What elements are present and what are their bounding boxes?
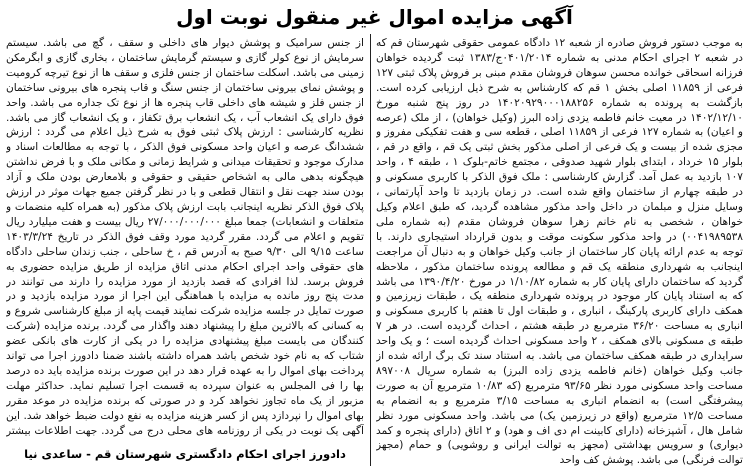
notice-signature: دادورز اجرای احکام دادگستری شهرستان قم - ساعدی نیا <box>6 442 364 466</box>
notice-left-column-text: از جنس سرامیک و پوشش دیوار های داخلی و سقف ، گچ می باشد. سیستم سرمایش از نوع کولر گازی و سیستم گرمایش ساختمان ، بخاری گازی و ابگرمکن زمینی می باشد. اسکلت ساختمان از جنس فلزی و سقف ها از نوع تیرچه کرومیت و پوشش نمای بیرونی ساختمان از جنس سنگ و قاب پنجره های بیرونی ساختمان از جنس فلز و شیشه های داخلی قاب پنجره ها از نوع تک جداره می باشد. واحد فوق دارای یک انشعاب آب ، یک انشعاب برق تکفاز ، و یک انشعاب گاز می باشد. نظریه کارشناسی : ارزش پلاک ثبتی فوق به شرح ذیل اعلام می گردد : ارزش ششدانگ عرصه و اعیان واحد مسکونی فوق الذکر ، با توجه به مطالعات اسناد و مدارک موجود و تحقیقات میدانی و شرایط زمانی و مکانی ملک و با فرض نداشتن هیچگونه بدهی مالی به اشخاص حقیقی و حقوقی و بلامعارض بودن ملک و آزاد بودن سند جهت نقل و انتقال قطعی و با در نظر گرفتن جمیع جهات موثر در ارزش پلاک فوق الذکر نظریه اینجانب بابت ارزش پلاک مذکور (به همراه کلیه منضمات و متعلقات و انشعابات) جمعا مبلغ ۲۷/۰۰۰/۰۰۰/۰۰۰ ریال بیست و هفت میلیارد ریال تقویم و اعلام می گردد. مقرر گردید مورد وقف فوق الذکر در تاریخ ۱۴۰۳/۳/۲۴ ساعت ۹/۱۵ الی ۹/۳۰ صبح به آدرس قم ، خ ساحلی ، جنب زندان ساحلی دادگاه های حقوقی واحد اجرای احکام مدنی اتاق مزایده از طریق مزایده حضوری به فروش برسد. لذا افرادی که قصد بازدید از مورد مزایده را دارند می توانند در مدت پنج روز مانده به مزایده با هماهنگی این اجرا از مورد مزایده بازدید و در صورت تمایل در جلسه مزایده شرکت نمایند قیمت پایه از مبلغ کارشناسی شروع و به کسانی که بالاترین مبلغ را پیشنهاد دهند واگذار می گردد. برنده مزایده (شرکت کنندگان می بایست مبلغ پیشنهادی مزایده را در یکی از کارت های بانکی عضو شتاب که به نام خود شخص باشد همراه داشته باشند ضمنا دادورز اجرا می تواند پرداخت بهای اموال را به عهده قرار دهد در این صورت برنده مزایده باید ده درصد بها را فی المجلس به عنوان سپرده به قسمت اجرا تسلیم نماید. حداکثر مهلت مزبور از یک ماه تجاوز نخواهد کرد و در صورتی که برنده مزایده در موعد مقرر بهای اموال را نپردازد پس از کسر هزینه مزایده به نفع دولت ضبط خواهد شد. این آگهی یک نوبت در یکی از روزنامه های محلی درج می گردد. جهت اطلاعات بیشتر <box>6 37 364 437</box>
notice-right-column <box>376 36 743 466</box>
notice-title: آگهی مزایده اموال غیر منقول نوبت اول <box>176 5 573 29</box>
notice-right-column-text: به موجب دستور فروش صادره از شعبه ۱۲ دادگاه عمومی حقوقی شهرستان قم که در شعبه ۲ اجرای احکام مدنی به شماره ۰۴۰۱/۲۰۱۴ج/۱۳۸۳ ثبت گردیده خواهان فرزانه اسحاقی خوانده محسن سوهان فروشان مقدم مبنی بر فروش پلاک ثبتی ۱۲۷ فرعی از ۱۱۸۵۹ اصلی بخش ۱ قم که کارشناس به شرح ذیل ارزیابی کرده است. بازگشت به پرونده به شماره ۱۴۰۲۰۹۲۹۰۰۰۱۸۸۲۵۶ در روز پنج شنبه مورخ ۱۴۰۲/۱۲/۱۰ در معیت خانم فاطمه یزدی زاده البرز (وکیل خواهان) ، از ملک (عرصه و اعیان) به شماره ۱۲۷ فرعی از ۱۱۸۵۹ اصلی ، قطعه سی و هفت تفکیکی مفروز و مجزی شده از بیست و یک فرعی از اصلی مذکور بخش ثبتی یک قم ، واقع در قم ، بلوار ۱۵ خرداد ، ابتدای بلوار شهید صدوقی ، مجتمع خاتم-بلوک ۱ ، طبقه ۴ ، واحد ۱۰۷ بازدید به عمل آمد. گزارش کارشناسی : ملک فوق الذکر با کاربری مسکونی و در طبقه چهارم از ساختمان واقع شده است. در زمان بازدید تا واحد آپارتمانی ، وسایل منزل و مبلمان در داخل واحد مذکور مشاهده گردید، که طبق اعلام وکیل خواهان ، شخصی به نام خانم زهرا سوهان فروشان مقدم (به شماره ملی ۰۰۴۱۹۸۹۵۳۸) در واحد مذکور سکونت موقت و بدون قرارداد استیجاری دارند. با توجه به عدم ارائه پایان کار ساختمان از جانب وکیل خواهان و به دنبال آن مراجعت اینجانب به شهرداری منطقه یک قم و مطالعه پرونده ساختمان مذکور ، ملاحظه گردید که ساختمان دارای پایان کار به شماره ۱/۱۰/۸۲ در مورخ ۱۳۹۰/۴/۲۰ می باشد که به استناد پایان کار موجود در پرونده شهرداری منطقه یک ، طبقات زیرزمین و همکف دارای کاربری پارکینگ ، انباری ، و طبقات اول تا هفتم با کاربری مسکونی و انباری به مساحت ۳۶/۲۰ مترمربع در طبقه هشتم ، احداث گردیده است. در هر ۷ طبقه ی مسکونی بالای همکف ، ۲ واحد مسکونی احداث گردیده است ؛ و یک واحد سرایداری در طبقه همکف ساختمان می باشد. به استناد سند تک برگ ارائه شده از جانب وکیل خواهان (خانم فاطمه یزدی زاده البرز) به شماره سریال ۸۹۷۰۰۸ مساحت واحد مسکونی مورد نظر ۹۳/۶۵ مترمربع (که ۱۰/۸۳ مترمربع آن به صورت پیشرفتگی است) به انضمام انباری به مساحت ۳/۱۵ مترمربع و به انضمام به مساحت ۱۲/۵ مترمربع (واقع در زیرزمین یک) می باشد. واحد مسکونی مورد نظر شامل هال ، آشپزخانه (دارای کابینت ام دی اف و هود) و ۲ اتاق (دارای پنجره و کمد دیواری) و سرویس بهداشتی (مجهز به توالت ایرانی و روشویی) و حمام (مجهز توالت فرنگی) می باشد. پوشش کف واحد <box>376 37 743 466</box>
column-divider <box>370 34 371 466</box>
notice-left-column <box>6 36 364 466</box>
